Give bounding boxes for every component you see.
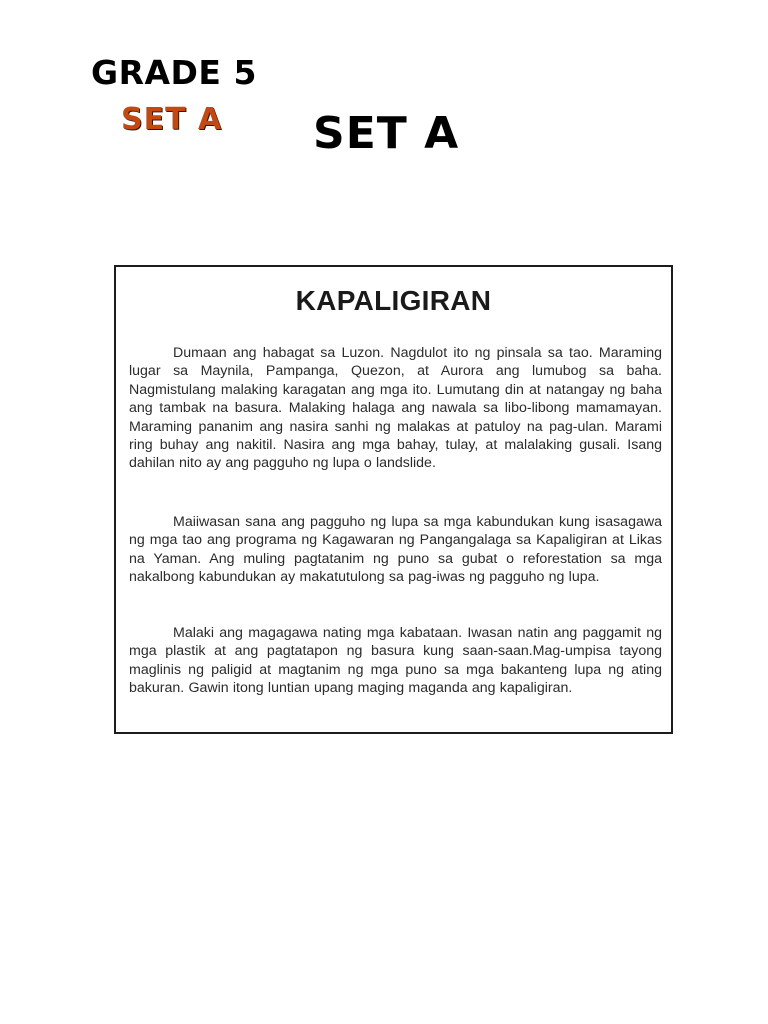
reading-passage-box [114,265,673,734]
clipped-set-text: SET A [121,102,223,137]
set-heading: SET A [313,108,460,159]
passage-title: KAPALIGIRAN [295,285,492,316]
passage-paragraph-2: Maiiwasan sana ang pagguho ng lupa sa mga kabundukan kung isasagawa ng mga tao ang programa ng Kagawaran ng Pangangalaga sa Kapaligiran at Likas na Yaman. Ang muling pagtatanim ng puno sa gubat o reforestation sa mga nakalbong kabundukan ay makatutulong sa pag-iwas ng pagguho ng lupa. [129,514,662,586]
clipped-set-label [121,102,233,137]
passage-paragraph-3: Malaki ang magagawa nating mga kabataan. Iwasan natin ang paggamit ng mga plastik at ang pagtatapon ng basura kung saan-saan.Mag-umpisa tayong maglinis ng paligid at magtanim ng mga puno sa mga bakanteng lupa ng ating bakuran. Gawin itong luntian upang maging maganda ang kapaligiran. [129,625,662,697]
grade-heading: GRADE 5 [91,53,257,92]
passage-paragraph-1: Dumaan ang habagat sa Luzon. Nagdulot ito ng pinsala sa tao. Maraming lugar sa Maynila, Pampanga, Quezon, at Aurora ang lumubog sa baha. Nagmistulang malaking karagatan ang mga ito. Lumutang din at natangay ng baha ang tambak na basura. Malaking halaga ang nawala sa libo-libong mamamayan. Maraming pananim ang nasira sanhi ng malakas at patuloy na pag-ulan. Marami ring buhay ang nakitil. Nasira ang mga bahay, tulay, at malalaking gusali. Isang dahilan nito ay ang pagguho ng lupa o landslide. [129,345,662,472]
